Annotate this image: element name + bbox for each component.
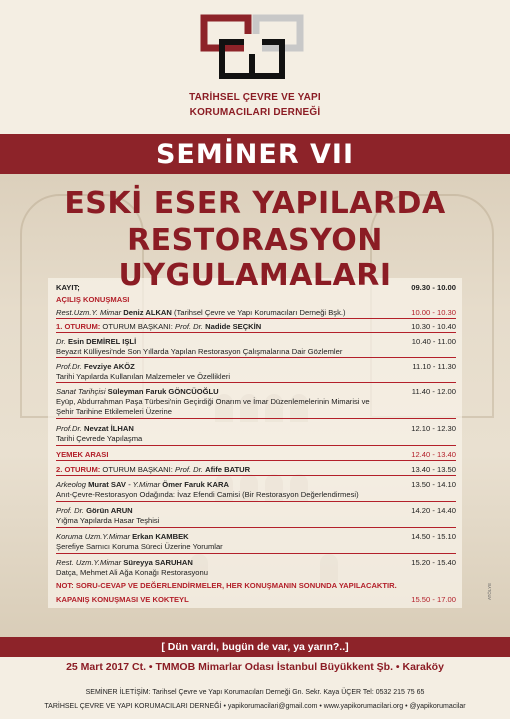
talk-title: Eyüp, Abdurrahman Paşa Türbesi'nin Geçirdiği Onarım ve İmar Düzenlemelerinin Mimarisi ve — [56, 397, 370, 406]
event-date-location: 25 Mart 2017 Ct. • TMMOB Mimarlar Odası İstanbul Büyükkent Şb. • Karaköy — [66, 661, 444, 673]
talk-title: Şehir Tarihine Etkilemeleri Üzerine — [56, 407, 172, 416]
program-time: 15.20 - 15.40 — [411, 558, 456, 567]
title-line2: RESTORASYON UYGULAMALARI — [118, 223, 392, 293]
talk-title: Datça, Mehmet Ali Ağa Konağı Restorasyonu — [56, 568, 208, 577]
divider — [56, 332, 456, 333]
program-time: 15.50 - 17.00 — [411, 595, 456, 604]
program-time: 10.00 - 10.30 — [411, 308, 456, 317]
divider — [56, 418, 456, 419]
talk-title: Beyazıt Külliyesi'nde Son Yıllarda Yapılan Restorasyon Çalışmalarına Dair Gözlemler — [56, 347, 343, 356]
title-line1: ESKİ ESER YAPILARDA — [64, 186, 446, 221]
program-time: 11.40 - 12.00 — [411, 387, 456, 396]
association-logo — [200, 14, 310, 84]
program-row: Rest. Uzm.Y.Mimar Süreyya SARUHAN — [56, 558, 193, 567]
note: NOT: SORU-CEVAP VE DEĞERLENDİRMELER, HER KONUŞMANIN SONUNDA YAPILACAKTIR. — [56, 581, 397, 590]
divider — [56, 357, 456, 358]
talk-title: Anıt-Çevre-Restorasyon Odağında: İvaz Efendi Camisi (Bir Restorasyon Değerlendirmesi) — [56, 490, 359, 499]
divider — [56, 527, 456, 528]
program-row: AÇILIŞ KONUŞMASI — [56, 295, 130, 304]
quote-text: [ Dün vardı, bugün de var, ya yarın?..] — [161, 641, 349, 653]
program-row: Rest.Uzm.Y. Mimar Deniz ALKAN (Tarihsel Çevre ve Yapı Korumacıları Derneği Bşk.) — [56, 308, 346, 317]
program-time: 12.40 - 13.40 — [411, 450, 456, 459]
program-time: 09.30 - 10.00 — [411, 283, 456, 292]
association-contact: TARİHSEL ÇEVRE VE YAPI KORUMACILARI DERNEĞİ • yapikorumacilari@gmail.com • www.yapikorumacilari.org • @yapikorumacilar — [44, 703, 466, 710]
program-time: 14.50 - 15.10 — [411, 532, 456, 541]
program-time: 14.20 - 14.40 — [411, 506, 456, 515]
program-row: Prof. Dr. Görün ARUN — [56, 506, 133, 515]
program-row: Sanat Tarihçisi Süleyman Faruk GÖNCÜOĞLU — [56, 387, 219, 396]
talk-title: Şerefiye Sarnıcı Koruma Süreci Üzerine Yorumlar — [56, 542, 223, 551]
divider — [56, 475, 456, 476]
contact-info: SEMİNER İLETİŞİM: Tarihsel Çevre ve Yapı Korumacıları Derneği Gn. Sekr. Kaya ÜÇER Tel: 0532 215 75 65 — [85, 689, 425, 696]
program-time: 13.50 - 14.10 — [411, 480, 456, 489]
program-time: 13.40 - 13.50 — [411, 465, 456, 474]
program-row: Arkeolog Murat SAV - Y.Mimar Ömer Faruk KARA — [56, 480, 229, 489]
divider — [56, 501, 456, 502]
program-time: 10.40 - 11.00 — [411, 337, 456, 346]
divider — [56, 318, 456, 319]
org-name-line2: KORUMACILARI DERNEĞİ — [189, 107, 321, 118]
divider — [56, 382, 456, 383]
divider — [56, 553, 456, 554]
divider — [56, 445, 456, 446]
program-row: Koruma Uzm.Y.Mimar Erkan KAMBEK — [56, 532, 189, 541]
program-row: YEMEK ARASI — [56, 450, 109, 459]
program-row: Prof.Dr. Nevzat İLHAN — [56, 424, 134, 433]
program-time: 10.30 - 10.40 — [411, 322, 456, 331]
divider — [56, 460, 456, 461]
program-row: 1. OTURUM: OTURUM BAŞKANI: Prof. Dr. Nadide SEÇKİN — [56, 322, 262, 331]
program-row: 2. OTURUM: OTURUM BAŞKANI: Prof. Dr. Afife BATUR — [56, 465, 251, 474]
program-time: 11.10 - 11.30 — [412, 362, 456, 371]
seminar-number: SEMİNER VII — [155, 139, 355, 170]
org-name-line1: TARİHSEL ÇEVRE VE YAPI — [189, 92, 321, 103]
talk-title: Yığma Yapılarda Hasar Teşhisi — [56, 516, 160, 525]
program-row: KAYIT; — [56, 283, 80, 292]
program-time: 12.10 - 12.30 — [411, 424, 456, 433]
program-row: Dr. Esin DEMİREL IŞLİ — [56, 337, 137, 346]
program-row: KAPANIŞ KONUŞMASI VE KOKTEYL — [56, 595, 189, 604]
talk-title: Tarihi Çevrede Yapılaşma — [56, 434, 143, 443]
talk-title: Tarihi Yapılarda Kullanılan Malzemeler ve Özellikleri — [56, 372, 231, 381]
design-credit: ATÖLYE — [487, 582, 492, 600]
program-row: Prof.Dr. Fevziye AKÖZ — [56, 362, 135, 371]
